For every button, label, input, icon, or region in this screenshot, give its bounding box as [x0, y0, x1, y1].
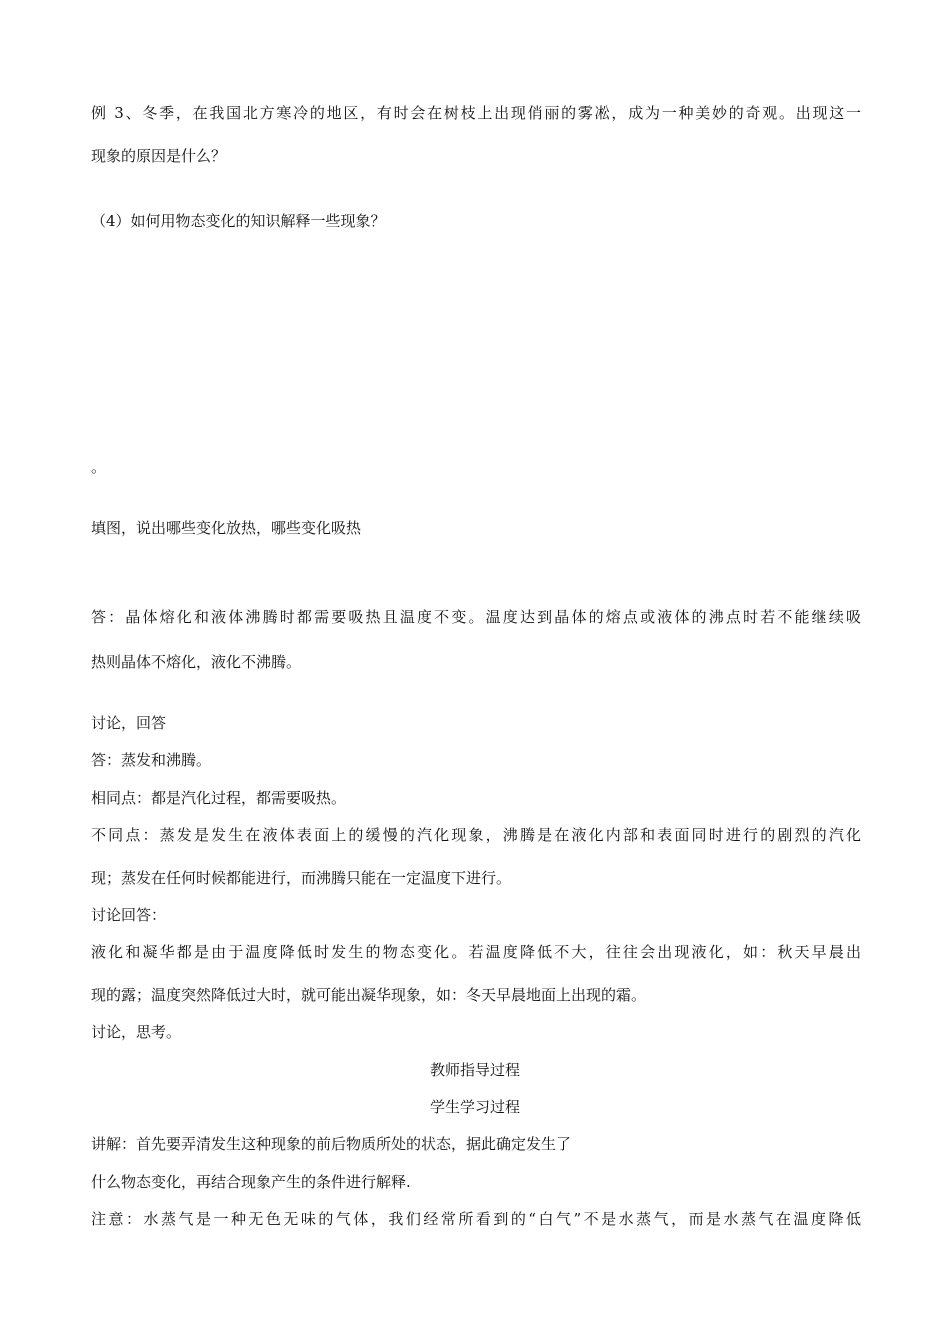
explanation-line2: 什么物态变化，再结合现象产生的条件进行解释.: [91, 1173, 411, 1191]
difference-text-line1: 不同点：蒸发是发生在液体表面上的缓慢的汽化现象，沸腾是在液化内部和表面同时进行的剧烈的汽化: [91, 826, 861, 844]
stray-period: 。: [91, 458, 107, 476]
heading-question-4: （4）如何用物态变化的知识解释一些现象？: [91, 212, 386, 230]
discussion-label-3: 讨论，思考。: [91, 1023, 182, 1041]
paragraph-example3-line1: 例 3、冬季，在我国北方寒冷的地区，有时会在树枝上出现俏丽的雾凇，成为一种美妙的奇观。出现这一: [91, 104, 861, 122]
liquefaction-text-line2: 现的露；温度突然降低过大时，就可能出凝华现象，如：冬天早晨地面上出现的霜。: [91, 986, 647, 1004]
paragraph-example3-line2: 现象的原因是什么？: [91, 147, 227, 165]
difference-text-line2: 现；蒸发在任何时候都能进行，而沸腾只能在一定温度下进行。: [91, 869, 512, 887]
note-text: 注意：水蒸气是一种无色无味的气体，我们经常所看到的“白气”不是水蒸气，而是水蒸气在温度降低: [91, 1210, 861, 1228]
explanation-line1: 讲解：首先要弄清发生这种现象的前后物质所处的状态，据此确定发生了: [91, 1135, 572, 1153]
similarity-text: 相同点：都是汽化过程，都需要吸热。: [91, 789, 347, 807]
discussion-label-1: 讨论，回答: [91, 714, 167, 732]
answer-crystal-line1: 答：晶体熔化和液体沸腾时都需要吸热且温度不变。温度达到晶体的熔点或液体的沸点时若不能继续吸: [91, 608, 861, 626]
discussion-label-2: 讨论回答：: [91, 906, 167, 924]
answer-evaporation-boiling: 答：蒸发和沸腾。: [91, 751, 212, 769]
teacher-guidance-heading: 教师指导过程: [429, 1061, 520, 1079]
student-learning-heading: 学生学习过程: [429, 1098, 520, 1116]
instruction-fill-diagram: 填图，说出哪些变化放热，哪些变化吸热: [91, 519, 362, 537]
answer-crystal-line2: 热则晶体不熔化，液化不沸腾。: [91, 653, 302, 671]
liquefaction-text-line1: 液化和凝华都是由于温度降低时发生的物态变化。若温度降低不大，往往会出现液化，如：秋天早晨出: [91, 943, 861, 961]
